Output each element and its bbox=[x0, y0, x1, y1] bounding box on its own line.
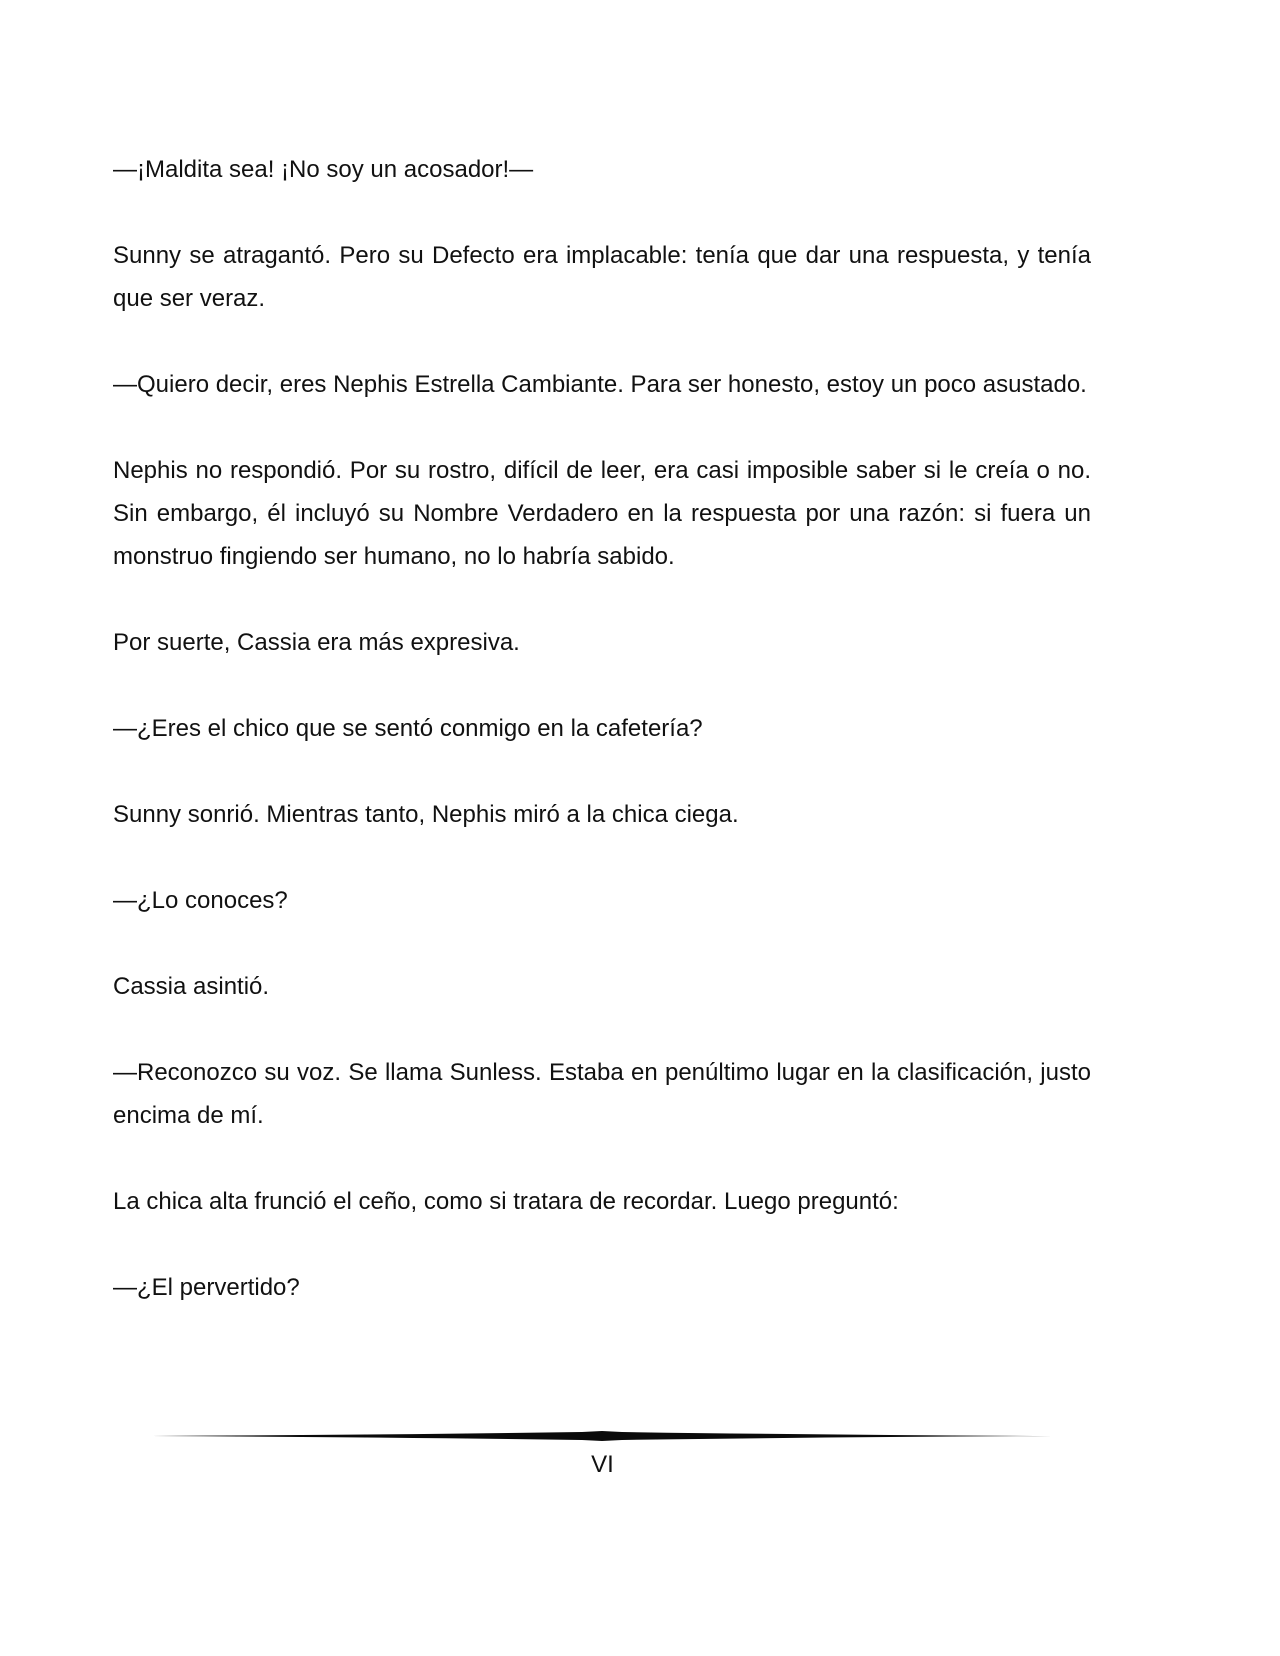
divider-swash bbox=[152, 1431, 1052, 1441]
paragraph: Sunny se atragantó. Pero su Defecto era implacable: tenía que dar una respuesta, y tenía que ser veraz. bbox=[113, 242, 1091, 312]
paragraph: —¿Lo conoces? bbox=[113, 887, 288, 914]
footer-divider bbox=[152, 1430, 1052, 1442]
paragraph: Cassia asintió. bbox=[113, 973, 270, 1000]
paragraph: La chica alta frunció el ceño, como si tratara de recordar. Luego preguntó: bbox=[113, 1188, 899, 1215]
paragraph: —¿El pervertido? bbox=[113, 1274, 300, 1301]
paragraph: Por suerte, Cassia era más expresiva. bbox=[113, 629, 520, 656]
paragraph: Nephis no respondió. Por su rostro, difícil de leer, era casi imposible saber si le creía o no. Sin embargo, él incluyó su Nombre Verdadero en la respuesta por una razón: si fuera un monstruo fingiendo ser humano, no lo habría sabido. bbox=[113, 457, 1091, 570]
paragraph: —Reconozco su voz. Se llama Sunless. Estaba en penúltimo lugar en la clasificación, justo encima de mí. bbox=[113, 1059, 1091, 1129]
body-text bbox=[113, 148, 1091, 1309]
paragraph: Sunny sonrió. Mientras tanto, Nephis miró a la chica ciega. bbox=[113, 801, 739, 828]
page-number: VI bbox=[591, 1451, 614, 1478]
paragraph: —¿Eres el chico que se sentó conmigo en la cafetería? bbox=[113, 715, 703, 742]
paragraph: —Quiero decir, eres Nephis Estrella Cambiante. Para ser honesto, estoy un poco asustado. bbox=[113, 371, 1087, 398]
paragraph: —¡Maldita sea! ¡No soy un acosador!— bbox=[113, 156, 534, 183]
